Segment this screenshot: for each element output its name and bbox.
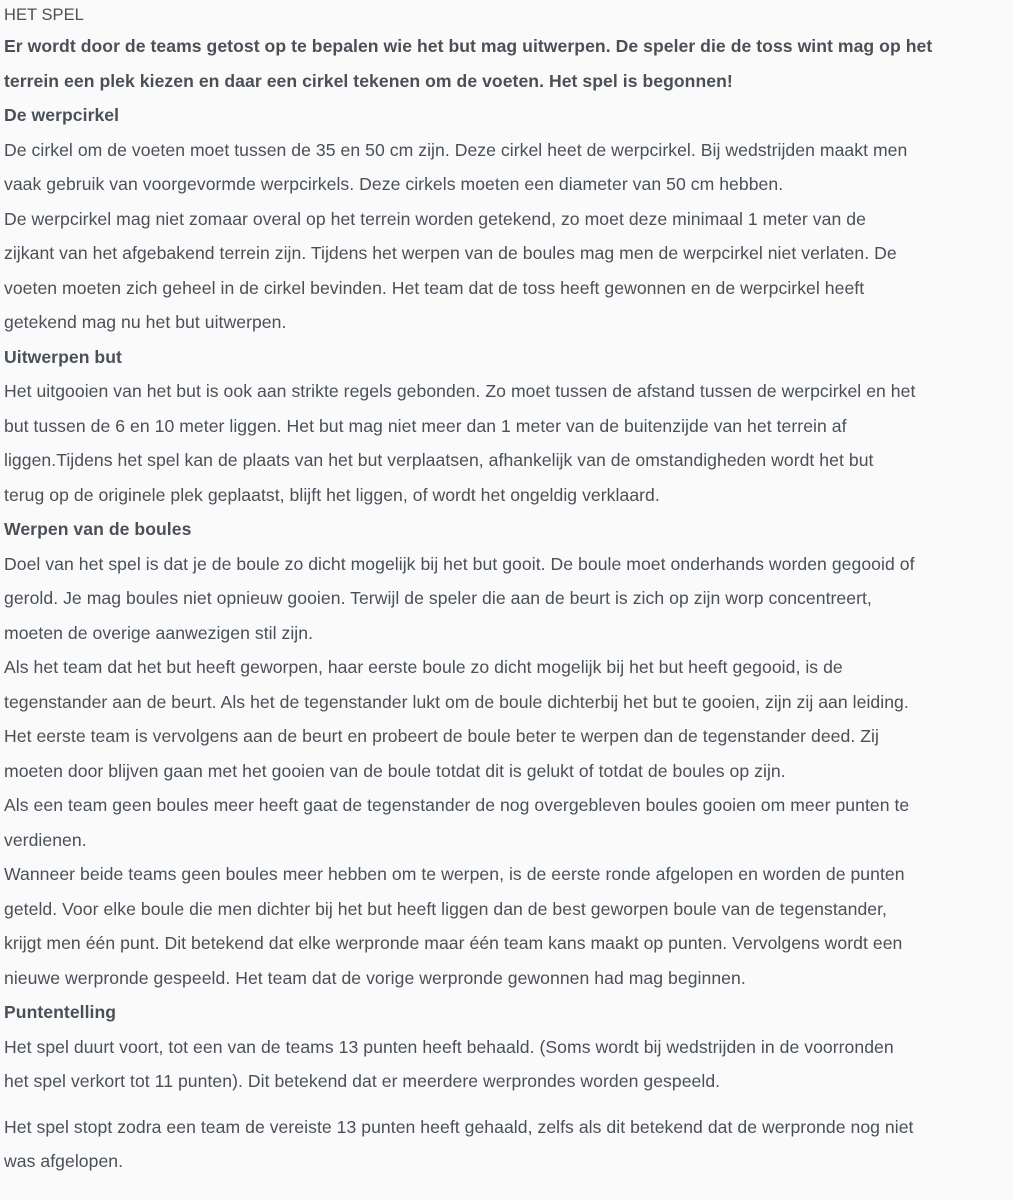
heading-puntentelling: Puntentelling: [4, 1002, 117, 1022]
text-line: but tussen de 6 en 10 meter liggen. Het but mag niet meer dan 1 meter van de buitenzijde van het terrein af: [4, 415, 847, 436]
puntentelling-paragraph: [4, 1030, 1009, 1099]
text-line: Het spel duurt voort, tot een van de teams 13 punten heeft behaald. (Soms wordt bij wedstrijden in de voorronden: [4, 1036, 894, 1057]
text-line: gerold. Je mag boules niet opnieuw gooien. Terwijl de speler die aan de beurt is zich op zijn worp concentreert,: [4, 588, 872, 608]
text-line: geteld. Voor elke boule die men dichter bij het but heeft liggen dan de best geworpen boule van de tegenstander,: [4, 898, 887, 919]
section-label: HET SPEL: [4, 6, 84, 24]
text-line: Wanneer beide teams geen boules meer hebben om te werpen, is de eerste ronde afgelopen en worden de punten: [4, 864, 905, 884]
heading-werpen-van-de-boules: Werpen van de boules: [4, 519, 192, 539]
text-line: verdienen.: [4, 829, 87, 850]
text-line: Het spel stopt zodra een team de vereiste 13 punten heeft gehaald, zelfs als dit betekend dat de werpronde nog niet: [4, 1116, 914, 1137]
text-line: De cirkel om de voeten moet tussen de 35 en 50 cm zijn. Deze cirkel heet de werpcirkel. Bij wedstrijden maakt men: [4, 139, 908, 160]
text-line: krijgt men één punt. Dit betekend dat elke werpronde maar één team kans maakt op punten. Vervolgens wordt een: [4, 933, 903, 953]
text-line: getekend mag nu het but uitwerpen.: [4, 312, 287, 332]
text-line: Doel van het spel is dat je de boule zo dicht mogelijk bij het but gooit. De boule moet onderhands worden gegooid of: [4, 553, 915, 574]
uitwerpen-paragraph: [4, 374, 1009, 512]
text-line: het spel verkort tot 11 punten). Dit betekend dat er meerdere werprondes worden gespeeld.: [4, 1071, 721, 1091]
werpen-paragraph: [4, 547, 1009, 996]
heading-uitwerpen-but: Uitwerpen but: [4, 346, 122, 367]
werpcirkel-paragraph: [4, 133, 1009, 340]
text-line: tegenstander aan de beurt. Als het de tegenstander lukt om de boule dichterbij het but te gooien, zijn zij aan leiding.: [4, 691, 909, 712]
text-line: liggen.Tijdens het spel kan de plaats van het but verplaatsen, afhankelijk van de omstandigheden wordt het but: [4, 450, 874, 470]
text-line: zijkant van het afgebakend terrein zijn. Tijdens het werpen van de boules mag men de werpcirkel niet verlaten. De: [4, 243, 897, 263]
text-line: terug op de originele plek geplaatst, blijft het liggen, of wordt het ongeldig verklaard.: [4, 484, 660, 505]
text-line: Als een team geen boules meer heeft gaat de tegenstander de nog overgebleven boules gooien om meer punten te: [4, 795, 910, 815]
paragraph-gap: [4, 1099, 1009, 1110]
text-line: voeten moeten zich geheel in de cirkel bevinden. Het team dat de toss heeft gewonnen en de werpcirkel heeft: [4, 277, 865, 298]
text-line: Er wordt door de teams getost op te bepalen wie het but mag uitwerpen. De speler die de toss wint mag op het: [4, 36, 933, 56]
text-line: Als het team dat het but heeft geworpen, haar eerste boule zo dicht mogelijk bij het but heeft gegooid, is de: [4, 657, 843, 677]
slot-paragraph: [4, 1110, 1009, 1179]
text-line: nieuwe werpronde gespeeld. Het team dat de vorige werpronde gewonnen had mag beginnen.: [4, 967, 746, 988]
intro-paragraph: [4, 29, 1009, 98]
text-line: terrein een plek kiezen en daar een cirkel tekenen om de voeten. Het spel is begonnen!: [4, 70, 733, 91]
text-line: Het uitgooien van het but is ook aan strikte regels gebonden. Zo moet tussen de afstand tussen de werpcirkel en het: [4, 381, 916, 401]
heading-werpcirkel: De werpcirkel: [4, 105, 120, 125]
text-line: moeten de overige aanwezigen stil zijn.: [4, 622, 314, 643]
text-line: vaak gebruik van voorgevormde werpcirkels. Deze cirkels moeten een diameter van 50 cm hebben.: [4, 174, 784, 194]
text-line: Het eerste team is vervolgens aan de beurt en probeert de boule beter te werpen dan de tegenstander deed. Zij: [4, 726, 879, 746]
text-line: De werpcirkel mag niet zomaar overal op het terrein worden getekend, zo moet deze minimaal 1 meter van de: [4, 208, 866, 229]
text-line: moeten door blijven gaan met het gooien van de boule totdat dit is gelukt of totdat de boules op zijn.: [4, 760, 786, 781]
text-line: was afgelopen.: [4, 1151, 124, 1171]
